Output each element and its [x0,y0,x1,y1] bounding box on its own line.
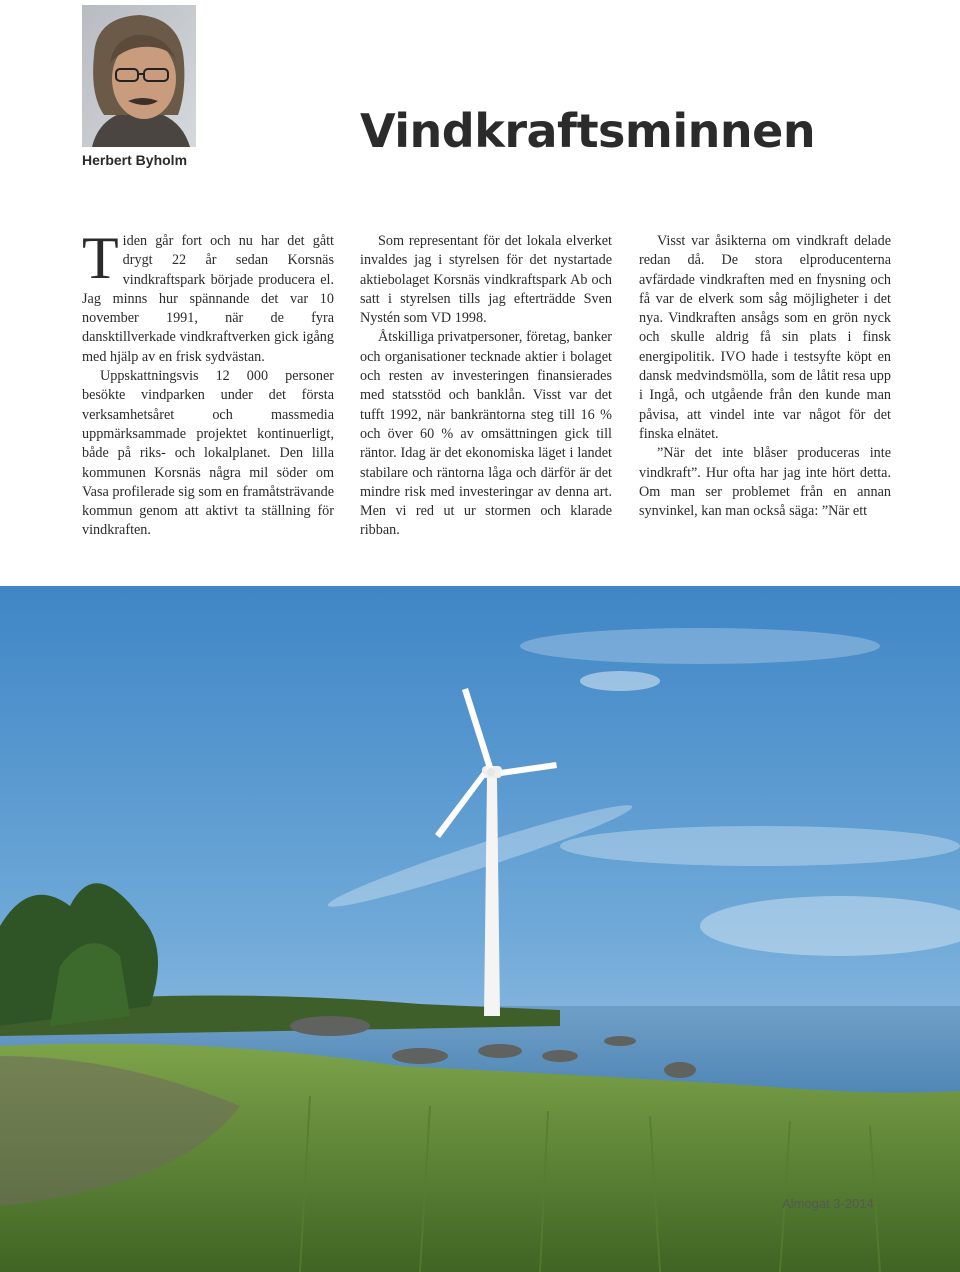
author-portrait-photo [82,5,196,147]
article-column-2 [360,232,612,541]
body-paragraph: ”När det inte blåser produceras inte vindkraft”. Hur ofta har jag inte hört detta. Om man ser problemet från en annan synvinkel, kan man också säga: ”När ett [639,445,891,520]
body-paragraph: Åtskilliga privatpersoner, företag, banker och organisationer tecknade aktier i bolaget och resten av investeringen finansierades med statsstöd och banklån. Visst var det tufft 1992, när bankräntorna steg till 16 % och över 60 % av omsättningen gick till räntor. Idag är det ekonomiska läget i landet stabilare och räntorna låga och därför är det mindre risk med investeringar av denna art. Men vi red ut ur stormen och klarade ribban. [360,329,612,539]
body-paragraph: Uppskattningsvis 12 000 personer besökte vindparken under det första verksamhetsåret och massmedia uppmärksammade projektet kontinuerligt, både på riks- och lokalplanet. Den lilla kommunen Korsnäs några mil söder om Vasa profilerade sig som en framåtsträvande kommun genom att aktivt ta ställning för vindkraften. [82,368,334,539]
intro-paragraph: iden går fort och nu har det gått drygt 22 år sedan Korsnäs vindkraftspark började producera el. Jag minns hur spännande det var 10 november 1991, när de fyra dansktillverkade vindkraftverken gick igång med hjälp av en frisk sydvästan. [82,233,334,365]
page-footer: Almogat 3-2014 [782,1196,874,1211]
author-byline: Herbert Byholm [82,152,188,168]
author-portrait [82,5,196,147]
article-column-1 [82,225,334,541]
body-paragraph: Visst var åsikterna om vindkraft delade redan då. De stora elproducenterna avfärdade vindkraften med en fnysning och få var de elverk som såg möjligheter i det nya. Vindkraften ansågs som en grön nyck och skulle aldrig få sin plats i finsk energipolitik. IVO hade i testsyfte köpt en dansk medvindsmölla, som de låtit resa upp i Ingå, och utgående från den kunde man påvisa, att vindel inte var något för det finska elnätet. [639,233,891,442]
wind-turbine-photo [0,586,960,1272]
article-title: Vindkraftsminnen [360,104,816,158]
article-column-3 [639,232,891,521]
drop-cap: T [82,225,119,291]
body-paragraph: Som representant för det lokala elverket invaldes jag i styrelsen för det nystartade aktiebolaget Korsnäs vindkraftspark Ab och satt i styrelsen tills jag efterträdde Sven Nystén som VD 1998. [360,233,612,327]
